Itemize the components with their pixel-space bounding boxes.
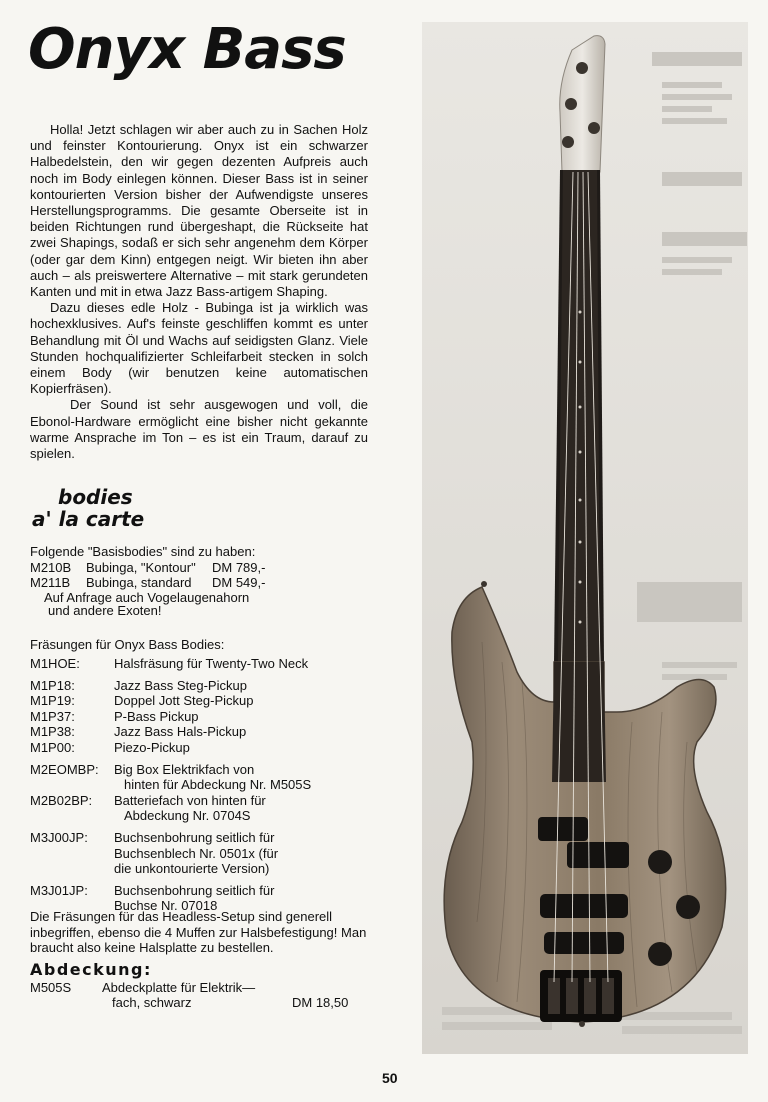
- fraesung-desc-block: [114, 762, 375, 793]
- fraesung-item: [30, 724, 375, 740]
- fraesung-desc: hinten für Abdeckung Nr. M505S: [124, 777, 312, 793]
- fraesung-desc: Buchse Nr. 07018: [114, 898, 218, 914]
- basis-item-code: M211B: [30, 575, 71, 590]
- fraesung-code: M3J00JP:: [30, 829, 88, 845]
- fraesung-code: M1P37:: [30, 708, 75, 724]
- page-number: 50: [382, 1070, 398, 1086]
- fraesung-desc: Jazz Bass Hals-Pickup: [114, 724, 247, 740]
- fraesung-item: [30, 793, 375, 824]
- fraesung-desc: Jazz Bass Steg-Pickup: [114, 677, 247, 693]
- fraesungen-list: [30, 656, 375, 914]
- fraesung-item: [30, 762, 375, 793]
- intro-paragraph-3: Der Sound ist sehr ausgewogen und voll, die Ebonol-Hardware ermöglicht eine bisher nicht gekannte warme Ansprache im Ton – es ist ein Traum, darauf zu spielen.: [30, 397, 368, 462]
- bodies-heading-line2: a' la carte: [32, 507, 145, 531]
- fraesung-code: M1HOE:: [30, 656, 80, 671]
- fraesung-item: [30, 693, 375, 709]
- bass-guitar-image: [422, 22, 748, 1054]
- intro-text: [30, 122, 368, 462]
- fraesung-code: M3J01JP:: [30, 882, 88, 898]
- abdeckung-heading: Abdeckung:: [30, 960, 152, 979]
- fraesungen-title: Fräsungen für Onyx Bass Bodies:: [30, 637, 225, 652]
- headless-note: Die Fräsungen für das Headless-Setup sind generell inbegriffen, ebenso die 4 Muffen zur Halsbefestigung! Man braucht also keine Halsplatte zu bestellen.: [30, 909, 367, 955]
- bodies-heading: [32, 486, 144, 530]
- fraesung-item: [30, 678, 375, 694]
- page-title: Onyx Bass: [28, 17, 346, 82]
- basis-note-line2: und andere Exoten!: [48, 602, 162, 618]
- fraesung-desc: Big Box Elektrikfach von: [114, 761, 255, 777]
- fraesung-desc: Buchsenbohrung seitlich für: [114, 829, 275, 845]
- bodies-heading-line1: bodies: [58, 485, 133, 509]
- abdeckung-desc: Abdeckplatte für Elektrik—: [102, 980, 256, 995]
- abdeckung-price: DM 18,50: [292, 995, 349, 1010]
- basis-intro: Folgende "Basisbodies" sind zu haben:: [30, 544, 256, 559]
- abdeckung-code: M505S: [30, 980, 72, 995]
- bass-photo: [422, 22, 748, 1054]
- fraesung-code: M1P38:: [30, 724, 75, 740]
- basis-item-price: DM 789,-: [212, 559, 266, 575]
- fraesung-item: [30, 709, 375, 725]
- fraesung-desc: P-Bass Pickup: [114, 708, 199, 724]
- fraesung-desc-block: [114, 793, 375, 824]
- basis-item-desc: Bubinga, "Kontour": [86, 559, 196, 575]
- fraesung-desc: Doppel Jott Steg-Pickup: [114, 693, 254, 709]
- fraesung-desc: Abdeckung Nr. 0704S: [124, 808, 251, 824]
- fraesung-code: M1P18:: [30, 677, 75, 693]
- abdeckung-desc-block: [102, 980, 292, 1010]
- fraesung-desc: Halsfräsung für Twenty-Two Neck: [114, 656, 309, 671]
- abdeckung-desc: fach, schwarz: [112, 995, 192, 1010]
- intro-paragraph-2: Dazu dieses edle Holz - Bubinga ist ja wirklich was hochexklusives. Auf's feinste geschliffen kommt es unter Behandlung mit Öl und Wachs auf seidigsten Glanz. Viele Stunden hochqualifizierter Schleifarbeit stecken in solch einem Body (wir benutzen keine automatischen Kopierfräsen).: [30, 300, 368, 397]
- fraesung-desc: Piezo-Pickup: [114, 739, 190, 755]
- basis-item: [30, 575, 370, 591]
- fraesung-desc-block: [114, 830, 375, 877]
- basis-item-code: M210B: [30, 559, 72, 575]
- basis-note-line1: Auf Anfrage auch Vogelaugenahorn: [44, 589, 250, 605]
- basis-bodies-list: [30, 544, 370, 617]
- fraesung-desc: Buchsenblech Nr. 0501x (für: [114, 845, 279, 861]
- intro-paragraph-1: Holla! Jetzt schlagen wir aber auch zu in Sachen Holz und feinster Kontourierung. Onyx ist ein schwarzer Halbedelstein, den wir gegen dezenten Aufpreis auch noch im Body einlegen können. Dieser Bass ist in seiner kontourierten Version bisher der Aufwendigste unseres Herstellungsprogramms. Die gesamte Oberseite ist in beiden Richtungen rund übergeshapt, die Rückseite hat zwei Shapings, sodaß er sich sehr angenehm dem Körper (oder gar dem Kinn) entgegen neigt. Wir bieten ihn aber auch – als preiswertere Alternative – mit stark gerundeten Kanten und mit in etwa Jazz Bass-artigem Shaping.: [30, 122, 368, 300]
- basis-item-desc: Bubinga, standard: [86, 575, 192, 590]
- fraesung-item: [30, 740, 375, 756]
- fraesung-desc: Buchsenbohrung seitlich für: [114, 882, 275, 898]
- fraesung-code: M2B02BP:: [30, 792, 93, 808]
- fraesung-item: [30, 830, 375, 877]
- basis-item: [30, 560, 370, 576]
- basis-item-price: DM 549,-: [212, 575, 266, 590]
- fraesung-item: [30, 656, 375, 672]
- fraesung-desc: die unkontourierte Version): [114, 861, 270, 877]
- fraesung-code: M2EOMBP:: [30, 761, 99, 777]
- fraesung-desc: Batteriefach von hinten für: [114, 792, 266, 808]
- fraesung-code: M1P00:: [30, 739, 75, 755]
- fraesung-code: M1P19:: [30, 693, 75, 709]
